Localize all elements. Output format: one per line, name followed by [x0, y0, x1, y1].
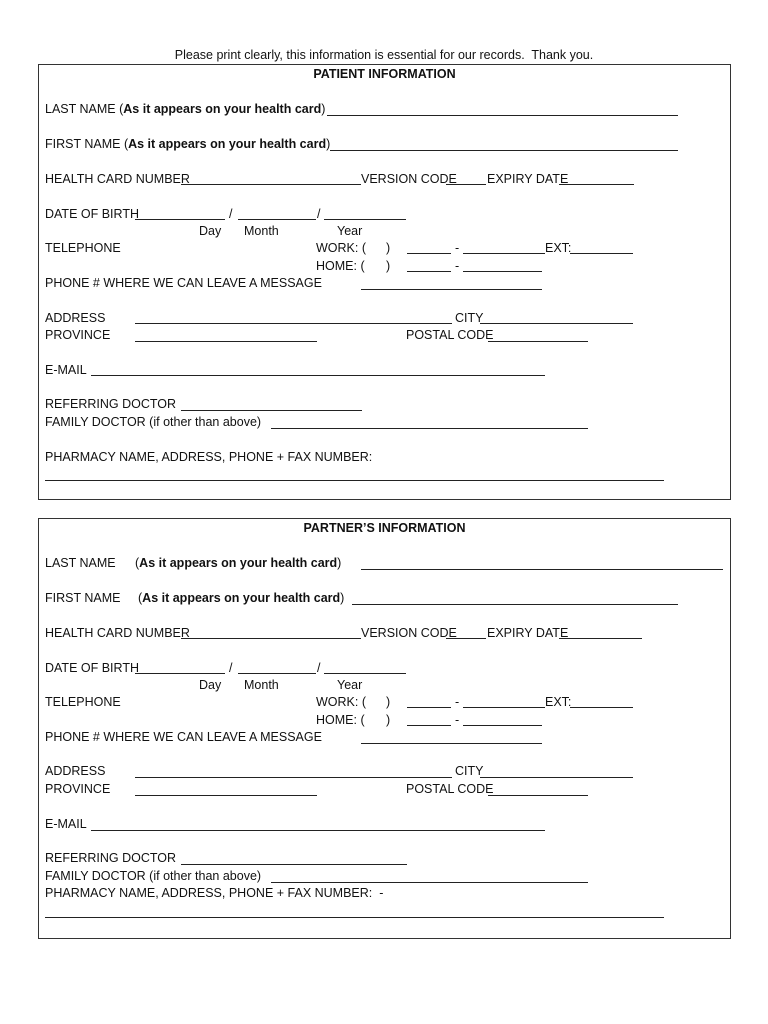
- patient-family-doctor-label: FAMILY DOCTOR (if other than above): [45, 415, 262, 429]
- patient-expiry-date-label: EXPIRY DATE: [487, 172, 569, 186]
- patient-email-field[interactable]: [91, 375, 545, 376]
- dob-day-caption: Day: [199, 678, 222, 692]
- patient-section-title: PATIENT INFORMATION: [313, 67, 456, 81]
- patient-pharmacy-field[interactable]: [45, 480, 664, 481]
- partner-referring-doctor-field[interactable]: [181, 864, 407, 865]
- patient-referring-doctor-label: REFERRING DOCTOR: [45, 397, 177, 411]
- dash: -: [455, 259, 460, 273]
- partner-address-field[interactable]: [135, 777, 452, 778]
- patient-dob-month-field[interactable]: [238, 219, 316, 220]
- patient-dob-label: DATE OF BIRTH: [45, 207, 139, 221]
- paren: ): [386, 695, 391, 709]
- patient-work-prefix-field[interactable]: [407, 253, 451, 254]
- partner-ext-label: EXT:: [545, 695, 572, 709]
- patient-health-card-field[interactable]: [181, 184, 361, 185]
- dob-separator: /: [229, 207, 233, 221]
- partner-referring-doctor-label: REFERRING DOCTOR: [45, 851, 177, 865]
- dob-day-caption: Day: [199, 224, 222, 238]
- partner-expiry-date-field[interactable]: [559, 638, 642, 639]
- patient-home-label: HOME: (: [316, 259, 365, 273]
- patient-version-code-label: VERSION CODE: [361, 172, 457, 186]
- patient-province-label: PROVINCE: [45, 328, 111, 342]
- patient-home-number-field[interactable]: [463, 271, 542, 272]
- patient-dob-day-field[interactable]: [135, 219, 225, 220]
- dob-separator: /: [229, 661, 233, 675]
- partner-pharmacy-label: PHARMACY NAME, ADDRESS, PHONE + FAX NUMBER: -: [45, 886, 384, 900]
- patient-work-number-field[interactable]: [463, 253, 545, 254]
- patient-telephone-label: TELEPHONE: [45, 241, 121, 255]
- partner-dob-label: DATE OF BIRTH: [45, 661, 139, 675]
- patient-first-name-field[interactable]: [330, 150, 678, 151]
- patient-work-label: WORK: (: [316, 241, 366, 255]
- patient-postal-code-field[interactable]: [488, 341, 588, 342]
- partner-work-prefix-field[interactable]: [407, 707, 451, 708]
- partner-first-name-label: FIRST NAME: [45, 591, 121, 605]
- partner-version-code-field[interactable]: [446, 638, 486, 639]
- dob-month-caption: Month: [244, 224, 279, 238]
- partner-email-label: E-MAIL: [45, 817, 87, 831]
- partner-work-label: WORK: (: [316, 695, 366, 709]
- partner-last-name-field[interactable]: [361, 569, 723, 570]
- patient-ext-field[interactable]: [570, 253, 633, 254]
- partner-family-doctor-field[interactable]: [271, 882, 588, 883]
- partner-telephone-label: TELEPHONE: [45, 695, 121, 709]
- partner-province-label: PROVINCE: [45, 782, 111, 796]
- dash: -: [455, 713, 460, 727]
- partner-message-phone-field[interactable]: [361, 743, 542, 744]
- patient-dob-year-field[interactable]: [324, 219, 406, 220]
- partner-postal-code-field[interactable]: [488, 795, 588, 796]
- partner-dob-month-field[interactable]: [238, 673, 316, 674]
- partner-work-number-field[interactable]: [463, 707, 545, 708]
- partner-city-label: CITY: [455, 764, 484, 778]
- partner-address-label: ADDRESS: [45, 764, 106, 778]
- partner-home-prefix-field[interactable]: [407, 725, 451, 726]
- partner-last-name-label: LAST NAME: [45, 556, 116, 570]
- partner-message-phone-label: PHONE # WHERE WE CAN LEAVE A MESSAGE: [45, 730, 322, 744]
- partner-ext-field[interactable]: [570, 707, 633, 708]
- partner-version-code-label: VERSION CODE: [361, 626, 457, 640]
- partner-postal-code-label: POSTAL CODE: [406, 782, 494, 796]
- partner-dob-day-field[interactable]: [135, 673, 225, 674]
- patient-city-label: CITY: [455, 311, 484, 325]
- partner-section-title: PARTNER’S INFORMATION: [303, 521, 466, 535]
- paren: ): [386, 241, 391, 255]
- patient-last-name-label: LAST NAME (As it appears on your health card): [45, 102, 326, 116]
- patient-address-field[interactable]: [135, 323, 452, 324]
- patient-home-prefix-field[interactable]: [407, 271, 451, 272]
- partner-province-field[interactable]: [135, 795, 317, 796]
- patient-health-card-label: HEALTH CARD NUMBER: [45, 172, 190, 186]
- partner-expiry-date-label: EXPIRY DATE: [487, 626, 569, 640]
- partner-email-field[interactable]: [91, 830, 545, 831]
- partner-city-field[interactable]: [480, 777, 633, 778]
- dob-separator: /: [317, 207, 321, 221]
- partner-family-doctor-label: FAMILY DOCTOR (if other than above): [45, 869, 262, 883]
- patient-first-name-label: FIRST NAME (As it appears on your health card): [45, 137, 331, 151]
- patient-address-label: ADDRESS: [45, 311, 106, 325]
- partner-dob-year-field[interactable]: [324, 673, 406, 674]
- patient-postal-code-label: POSTAL CODE: [406, 328, 494, 342]
- paren: ): [386, 713, 391, 727]
- partner-first-name-field[interactable]: [352, 604, 678, 605]
- dash: -: [455, 695, 460, 709]
- partner-home-number-field[interactable]: [463, 725, 542, 726]
- partner-home-label: HOME: (: [316, 713, 365, 727]
- patient-message-phone-label: PHONE # WHERE WE CAN LEAVE A MESSAGE: [45, 276, 322, 290]
- dash: -: [455, 241, 460, 255]
- patient-ext-label: EXT:: [545, 241, 572, 255]
- dob-month-caption: Month: [244, 678, 279, 692]
- patient-pharmacy-label: PHARMACY NAME, ADDRESS, PHONE + FAX NUMBER:: [45, 450, 373, 464]
- partner-health-card-field[interactable]: [181, 638, 361, 639]
- partner-pharmacy-field[interactable]: [45, 917, 664, 918]
- partner-health-card-label: HEALTH CARD NUMBER: [45, 626, 190, 640]
- patient-last-name-field[interactable]: [327, 115, 678, 116]
- patient-message-phone-field[interactable]: [361, 289, 542, 290]
- partner-last-name-note: (As it appears on your health card): [135, 556, 342, 570]
- paren: ): [386, 259, 391, 273]
- partner-first-name-note: (As it appears on your health card): [138, 591, 345, 605]
- patient-referring-doctor-field[interactable]: [181, 410, 362, 411]
- patient-city-field[interactable]: [480, 323, 633, 324]
- patient-expiry-date-field[interactable]: [559, 184, 634, 185]
- patient-family-doctor-field[interactable]: [271, 428, 588, 429]
- patient-province-field[interactable]: [135, 341, 317, 342]
- dob-year-caption: Year: [337, 224, 363, 238]
- header-note: Please print clearly, this information is essential for our records. Thank you.: [174, 48, 594, 62]
- dob-separator: /: [317, 661, 321, 675]
- patient-version-code-field[interactable]: [446, 184, 486, 185]
- patient-email-label: E-MAIL: [45, 363, 87, 377]
- dob-year-caption: Year: [337, 678, 363, 692]
